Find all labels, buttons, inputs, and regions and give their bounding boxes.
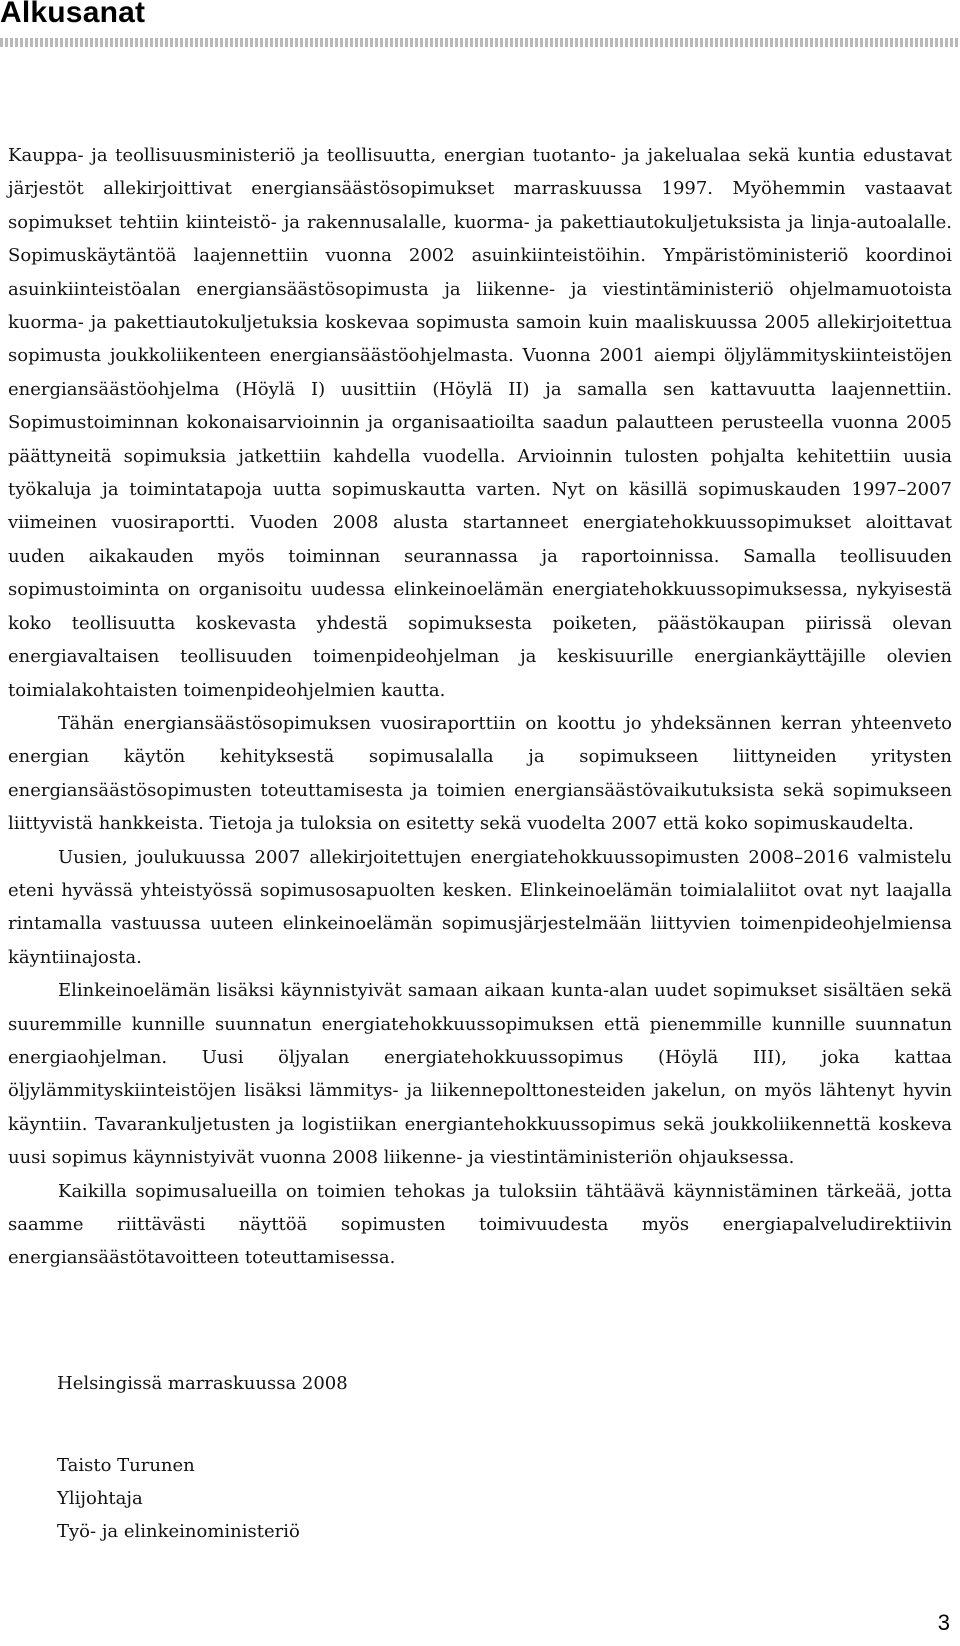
signature-title: Ylijohtaja bbox=[57, 1488, 143, 1509]
paragraph-4: Elinkeinoelämän lisäksi käynnistyivät samaan aikaan kunta-alan uudet sopimukset sisältäen sekä suuremmille kunnille suunnatun energiatehokkuussopimuksen että pienemmille kunnille suunnatun energiaohjelman. Uusi öljyalan energiatehokkuussopimus (Höylä III), joka kattaa öljylämmityskiinteistöjen lisäksi lämmitys- ja liikennepolttonesteiden jakelun, on myös lähtenyt hyvin käyntiin. Tavarankuljetusten ja logistiikan energiantehokkuussopimus sekä joukkoliikennettä koskeva uusi sopimus käynnistyivät vuonna 2008 liikenne- ja viestintäministeriön ohjauksessa. bbox=[8, 980, 952, 1169]
paragraph-1: Kauppa- ja teollisuusministeriö ja teollisuutta, energian tuotanto- ja jakelualaa sekä kuntia edustavat järjestöt allekirjoittivat energiansäästösopimukset marraskuussa 1997. Myöhemmin vastaavat sopimukset tehtiin kiinteistö- ja rakennusalalle, kuorma- ja pakettiautokuljetuksista ja linja-autoalalle. Sopimuskäytäntöä laajennettiin vuonna 2002 asuinkiinteistöihin. Ympäristöministeriö koordinoi asuinkiinteistöalan energiansäästösopimusta ja liikenne- ja viestintäministeriö ohjelmamuotoista kuorma- ja pakettiautokuljetuksia koskevaa sopimusta samoin kuin maaliskuussa 2005 allekirjoitettua sopimusta joukkoliikenteen energiansäästöohjelmasta. Vuonna 2001 aiempi öljylämmityskiinteistöjen energiansäästöohjelma (Höylä I) uusittiin (Höylä II) ja samalla sen kattavuutta laajennettiin. Sopimustoiminnan kokonaisarvioinnin ja organisaatioilta saadun palautteen perusteella vuonna 2005 päättyneitä sopimuksia jatkettiin kahdella vuodella. Arvioinnin tulosten pohjalta kehitettiin uusia työkaluja ja toimintatapoja uutta sopimuskautta varten. Nyt on käsillä sopimuskauden 1997–2007 viimeinen vuosiraportti. Vuoden 2008 alusta startanneet energiatehokkuussopimukset aloittavat uuden aikakauden myös toiminnan seurannassa ja raportoinnissa. Samalla teollisuuden sopimustoiminta on organisoitu uudessa elinkeinoelämän energiatehokkuussopimuksessa, nykyisestä koko teollisuutta koskevasta yhdestä sopimuksesta poiketen, päästökaupan piirissä olevan energiavaltaisen teollisuuden toimenpideohjelman ja keskisuurille energiankäyttäjille olevien toimialakohtaisten toimenpideohjelmien kautta. bbox=[8, 145, 952, 701]
paragraph-3: Uusien, joulukuussa 2007 allekirjoitettujen energiatehokkuussopimusten 2008–2016 valmistelu eteni hyvässä yhteistyössä sopimusosapuolten kesken. Elinkeinoelämän toimialaliitot ovat nyt laajalla rintamalla vastuussa uuteen elinkeinoelämän sopimusjärjestelmään liittyvien toimenpideohjelmiensa käyntiinajosta. bbox=[8, 846, 952, 968]
heading-divider bbox=[0, 38, 960, 47]
signature-organization: Työ- ja elinkeinoministeriö bbox=[57, 1521, 300, 1542]
paragraph-5: Kaikilla sopimusalueilla on toimien tehokas ja tuloksiin tähtäävä käynnistäminen tärkeää, jotta saamme riittävästi näyttöä sopimusten toimivuudesta myös energiapalveludirektiivin energiansäästötavoitteen toteuttamisessa. bbox=[8, 1180, 952, 1269]
foreword-body bbox=[8, 139, 952, 1275]
page-title: Alkusanat bbox=[0, 0, 146, 29]
signature-name: Taisto Turunen bbox=[57, 1455, 195, 1476]
signature-place-date: Helsingissä marraskuussa 2008 bbox=[57, 1373, 348, 1394]
paragraph-2: Tähän energiansäästösopimuksen vuosiraporttiin on koottu jo yhdeksännen kerran yhteenveto energian käytön kehityksestä sopimusalalla ja sopimukseen liittyneiden yritysten energiansäästösopimusten toteuttamisesta ja toimien energiansäästövaikutuksista sekä sopimukseen liittyvistä hankkeista. Tietoja ja tuloksia on esitetty sekä vuodelta 2007 että koko sopimuskaudelta. bbox=[8, 712, 952, 835]
page-number: 3 bbox=[937, 1610, 950, 1635]
